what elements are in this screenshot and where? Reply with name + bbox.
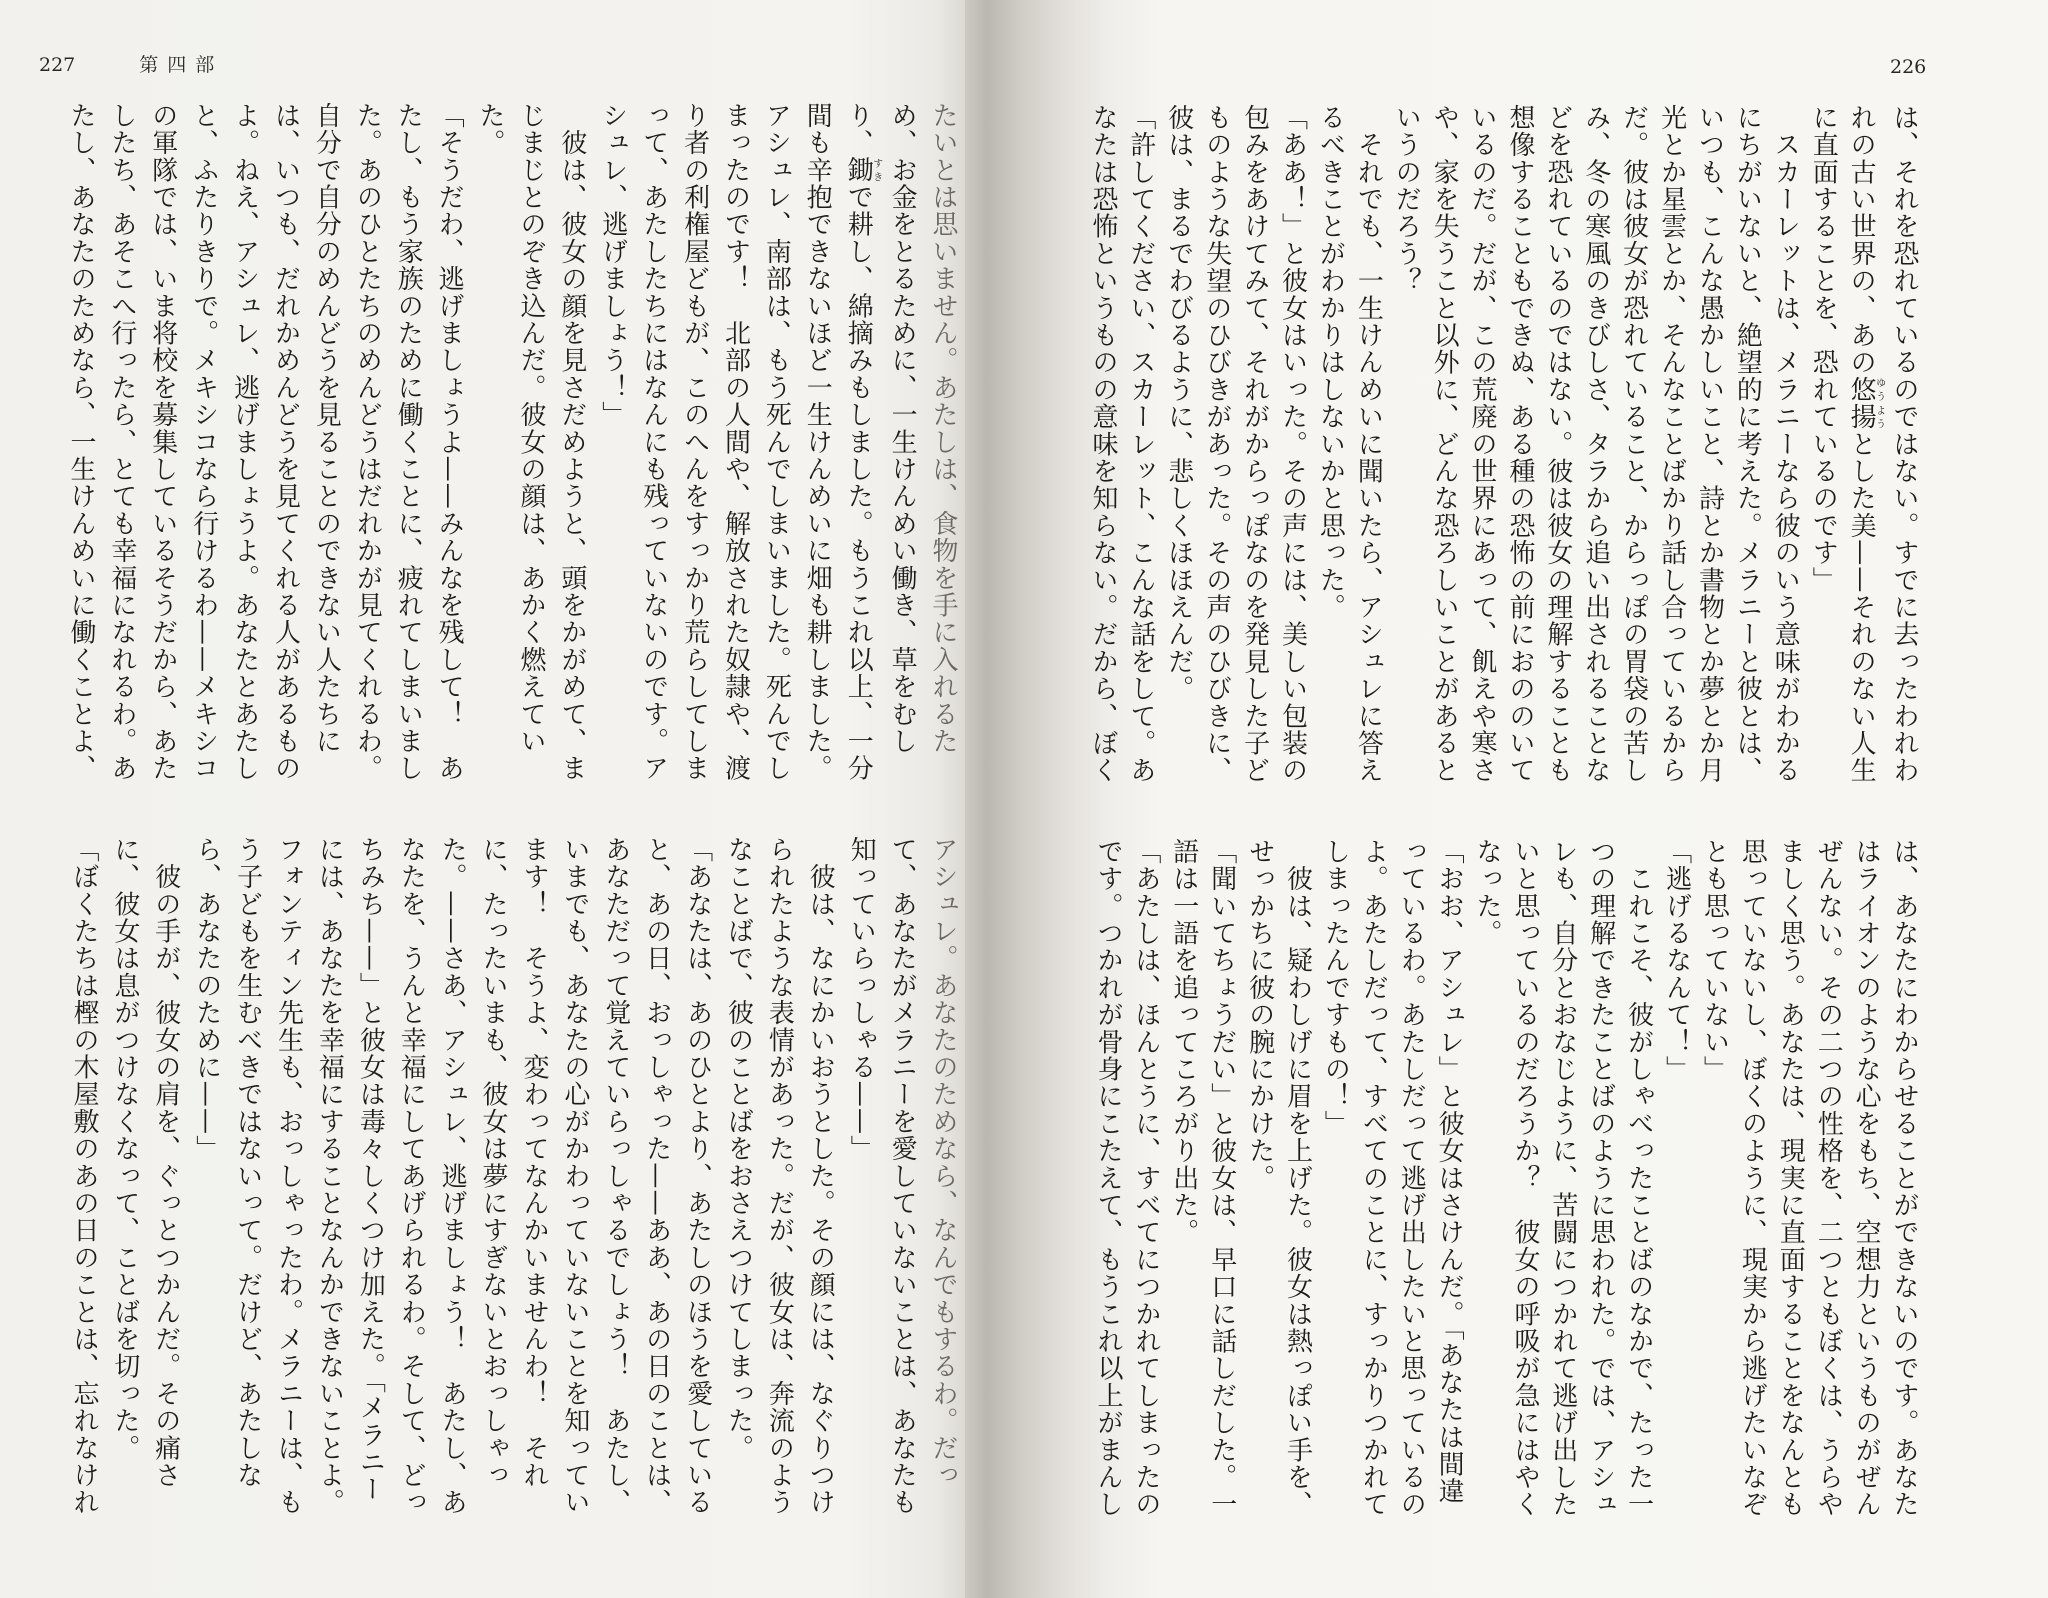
text-column: 彼は、疑わしげに眉を上げた。彼女は熱っぽい手を、 [1282,838,1313,1518]
text-block-lower [1088,838,1922,1538]
text-column: それでも、一生けんめいに聞いたら、アシュレに答え [1353,104,1384,784]
text-column: たし、もう家族のために働くことに、疲れてしまいまし [393,102,424,782]
text-column: ちみち——」と彼女は毒々しくつけ加えた。「メラニー [355,836,386,1503]
text-column: 語は一語を追ってころがり出た。 [1168,838,1199,1246]
text-column: 「ああ！」と彼女はいった。その声には、美しい包装の [1277,104,1308,784]
text-column: よ。ねえ、アシュレ、逃げましょうよ。あなたとあたし [229,102,260,782]
text-column: よ。あたしだって、すべてのことに、すっかりつかれて [1358,838,1389,1518]
text-column: み、冬の寒風のきびしさ、タラから追い出されることな [1580,104,1611,784]
text-column: ぜんない。その二つの性格を、二つともぼくは、うらや [1813,838,1844,1518]
text-column: た。——さあ、アシュレ、逃げましょう！ あたし、あ [437,836,468,1516]
text-column: 「おお、アシュレ」と彼女はさけんだ。「あなたは間違 [1434,838,1465,1505]
ruby-text: ゆうよう [1873,376,1885,431]
text-column: はライオンのような心をもち、空想力というものがぜん [1851,838,1882,1518]
text-column [837,102,881,802]
ruby-base: 悠揚 [1846,376,1877,431]
text-column: たし、あなたのためなら、一生けんめいに働くことよ、 [65,102,96,782]
text-column: 想像することもできぬ、ある種の恐怖の前におののいて [1504,104,1535,784]
text-column: だ。彼は彼女が恐れていること、からっぽの胃袋の苦し [1618,104,1649,784]
text-column: アシュレ、南部は、もう死んでしまいました。死んでし [761,102,792,782]
text-block-upper [63,102,963,802]
text-column: これこそ、彼がしゃべったことばのなかで、たった一 [1623,838,1654,1518]
text-column: いうのだろう？ [1391,104,1422,295]
text-column: つの理解できたことばのように思われた。では、アシュ [1585,838,1616,1518]
text-run: で耕し、綿摘みもしました。もうこれ以上、一分 [843,183,874,783]
text-column: う子どもを生むべきではないって。だけど、あたしな [232,836,263,1489]
ruby-annotation [1846,376,1885,431]
text-column: じまじとのぞき込んだ。彼女の顔は、あかく燃えてい [515,102,546,755]
text-column: たいとは思いません。あたしは、食物を手に入れるた [928,102,958,755]
text-column: 「聞いてちょうだい」と彼女は、早口に話しだした。一 [1206,838,1237,1518]
running-head: 第四部 [139,54,224,76]
text-column: 彼は、まるでわびるように、悲しくほほえんだ。 [1163,104,1194,703]
text-column: どを恐れているのではない。彼は彼女の理解することも [1542,104,1573,784]
text-column: しまったんですもの！」 [1320,838,1351,1138]
page-number: 226 [1890,56,1927,78]
page-header [1890,58,1926,77]
text-column: と、ふたりきりで。メキシコなら行けるわ——メキシコ [188,102,219,782]
text-column: いつも、こんな愚かしいこと、詩とか書物とか夢とか月 [1694,104,1725,784]
text-column: り者の利権屋どもが、このへんをすっかり荒らしてしま [679,102,710,782]
text-column: 「許してください、スカーレット、こんな話をして。あ [1125,104,1156,784]
text-column: 彼の手が、彼女の肩を、ぐっとつかんだ。その痛さ [150,836,181,1489]
text-column: あなただって覚えていらっしゃるでしょう！ あたし、 [600,836,631,1516]
text-column: いるのだ。だが、この荒廃の世界にあって、飢えや寒さ [1467,104,1498,784]
ruby-annotation [843,156,882,184]
text-column: め、お金をとるために、一生けんめい働き、草をむし [887,102,918,755]
text-column: ものような失望のひびきがあった。その声のひびきに、 [1201,104,1232,784]
text-column: ます！ そうよ、変わってなんかいませんわ！ それ [518,836,549,1489]
text-column: に、彼女は息がつけなくなって、ことばを切った。 [109,836,140,1462]
text-column: は、あなたにわからせることができないのです。あなた [1889,838,1919,1518]
text-column: に直面することを、恐れているのです」 [1808,104,1839,594]
text-column: いと思っているのだろうか？ 彼女の呼吸が急にはやく [1509,838,1540,1518]
text-column: せっかちに彼の腕にかけた。 [1244,838,1275,1192]
page-number: 227 [39,54,76,76]
text-column: には、あなたを幸福にすることなんかできないことよ。 [314,836,345,1516]
text-column: られたような表情があった。だが、彼女は、奔流のよう [764,836,795,1516]
text-column: ましく思う。あなたは、現実に直面することをなんとも [1775,838,1806,1518]
ruby-base: 鋤 [843,156,874,184]
text-column: 彼は、なにかいおうとした。その顔には、なぐりつけ [805,836,836,1516]
text-column: 知っていらっしゃる——」 [846,836,877,1163]
text-column: 「あたしは、ほんとうに、すべてにつかれてしまったの [1130,838,1161,1518]
text-column: なたを、うんと幸福にしてあげられるわ。そして、どっ [396,836,427,1516]
text-column: に、たったいまも、彼女は夢にすぎないとおっしゃっ [478,836,509,1489]
text-column: まったのです！ 北部の人間や、解放された奴隷や、渡 [720,102,751,782]
text-column: 自分で自分のめんどうを見ることのできない人たちに [311,102,342,755]
text-column: なった。 [1472,838,1503,947]
text-column: 間も辛抱できないほど一生けんめいに畑も耕しました。 [802,102,833,782]
text-column: っているわ。あたしだって逃げ出したいと思っているの [1396,838,1427,1518]
text-column: シュレ、逃げましょう！」 [597,102,628,429]
text-column: 彼は、彼女の顔を見さだめようと、頭をかがめて、ま [556,102,587,782]
text-column: るべきことがわかりはしないかと思った。 [1315,104,1346,621]
text-column: いまでも、あなたの心がかわっていないことを知ってい [559,836,590,1516]
text-column: したち、あそこへ行ったら、とても幸福になれるわ。あ [106,102,137,782]
text-run: れの古い世界の、あの [1846,104,1877,376]
text-column: た。 [475,102,506,157]
text-column: とも思っていない」 [1699,838,1730,1083]
text-column: フォンティン先生も、おっしゃったわ。メラニーは、も [273,836,304,1516]
text-column: にちがいないと、絶望的に考えた。メラニーと彼とは、 [1732,104,1763,784]
text-block-lower [63,836,963,1536]
text-column: なことばで、彼のことばをおさえつけてしまった。 [723,836,754,1462]
text-column: の軍隊では、いま将校を募集しているそうだから、あた [147,102,178,782]
text-column: です。つかれが骨身にこたえて、もうこれ以上がまんし [1092,838,1123,1518]
text-column: て、あなたがメラニーを愛していないことは、あなたも [887,836,918,1516]
text-column: アシュレ。あなたのためなら、なんでもするわ。だっ [928,836,958,1489]
text-column: 「ぼくたちは樫の木屋敷のあの日のことは、忘れなけれ [68,836,99,1516]
left-page [0,0,965,1598]
text-column: ら、あなたのために——」 [191,836,222,1163]
ruby-text: すき [870,156,882,184]
text-column: なたは恐怖というものの意味を知らない。だから、ぼく [1087,104,1118,784]
text-column: と、あの日、おっしゃった——ああ、あの日のことは、 [641,836,672,1516]
text-run: とした美——それのない人生 [1846,430,1877,785]
text-column: レも、自分とおなじように、苦闘につかれて逃げ出した [1547,838,1578,1518]
right-page [965,0,2048,1598]
page-header [39,56,223,75]
text-block-upper [1088,104,1922,804]
text-column: 思っていないし、ぼくのように、現実から逃げたいなぞ [1737,838,1768,1518]
text-column: 「あなたは、あのひとより、あたしのほうを愛している [682,836,713,1516]
text-run: り、 [843,102,874,157]
text-column: 「逃げるなんて！」 [1661,838,1692,1083]
text-column: 「そうだわ、逃げましょうよ——みんなを残して！ あ [434,102,465,782]
text-column: た。あのひとたちのめんどうはだれかが見てくれるわ。 [352,102,383,782]
text-column: 光とか星雲とか、そんなことばかり話し合っているから [1656,104,1687,784]
text-column: って、あたしたちにはなんにも残っていないのです。ア [638,102,669,782]
text-column: スカーレットは、メラニーなら彼のいう意味がわかる [1770,104,1801,784]
text-column: は、いつも、だれかめんどうを見てくれる人があるもの [270,102,301,782]
text-column: は、それを恐れているのではない。すでに去ったわれわ [1889,104,1919,784]
text-column: や、家を失うこと以外に、どんな恐ろしいことがあると [1429,104,1460,784]
text-column: 包みをあけてみて、それがからっぽなのを発見した子ど [1239,104,1270,784]
text-column [1841,104,1884,804]
